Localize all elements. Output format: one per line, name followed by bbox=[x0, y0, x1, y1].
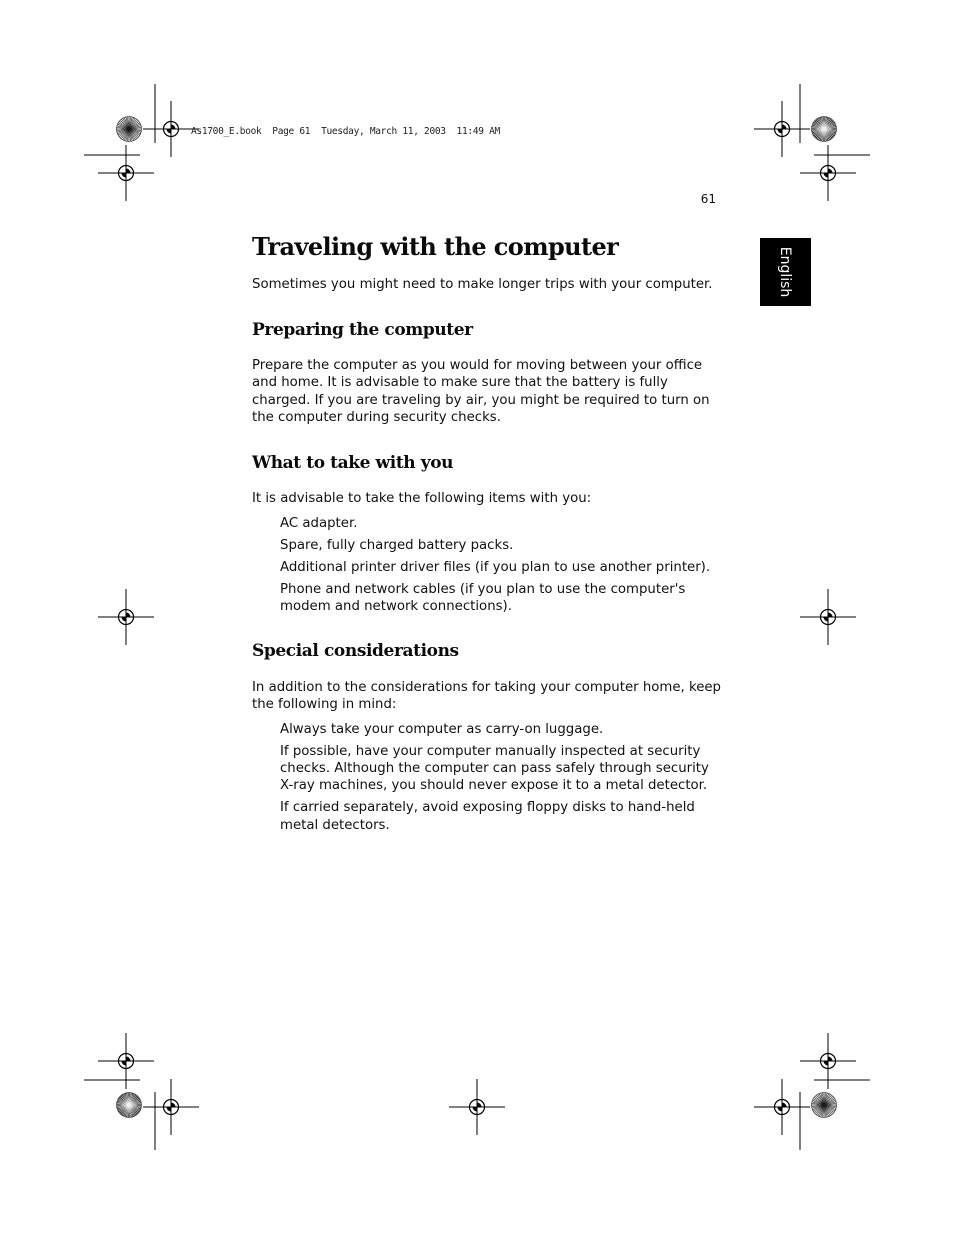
registration-mark-icon bbox=[800, 589, 856, 645]
section-heading-what-to-take: What to take with you bbox=[252, 453, 454, 473]
registration-mark-icon bbox=[98, 1033, 154, 1089]
list-item: If carried separately, avoid exposing floppy disks to hand-held metal detectors. bbox=[280, 800, 695, 833]
section-paragraph-special: In addition to the considerations for taking your computer home, keep the following in mind: bbox=[252, 680, 721, 713]
page-number: 61 bbox=[700, 192, 716, 206]
section-heading-preparing: Preparing the computer bbox=[252, 320, 473, 340]
list-item: Additional printer driver files (if you plan to use another printer). bbox=[280, 559, 711, 575]
page-title: Traveling with the computer bbox=[252, 232, 619, 261]
registration-mark-icon bbox=[754, 1079, 810, 1135]
section-heading-special: Special considerations bbox=[252, 641, 459, 661]
registration-mark-icon bbox=[98, 589, 154, 645]
color-bar-icon bbox=[812, 117, 837, 142]
list-item: If possible, have your computer manually inspected at security checks. Although the computer can pass safely through security X-ray machines, you should never expose it to a metal detector. bbox=[280, 743, 709, 794]
list-item: Always take your computer as carry-on luggage. bbox=[280, 722, 604, 737]
items-list-what-to-take bbox=[280, 515, 722, 620]
list-item: Phone and network cables (if you plan to use the computer's modem and network connections). bbox=[280, 581, 686, 614]
registration-mark-icon bbox=[449, 1079, 505, 1135]
language-tab-label: English bbox=[777, 246, 793, 298]
print-slug: As1700_E.book Page 61 Tuesday, March 11, 2003 11:49 AM bbox=[191, 126, 500, 137]
registration-mark-icon bbox=[754, 101, 810, 157]
items-list-special bbox=[280, 721, 722, 839]
intro-paragraph: Sometimes you might need to make longer trips with your computer. bbox=[252, 277, 713, 292]
section-paragraph-what-to-take: It is advisable to take the following items with you: bbox=[252, 491, 592, 506]
registration-mark-icon bbox=[143, 1079, 199, 1135]
list-item: AC adapter. bbox=[280, 516, 358, 531]
color-bar-icon bbox=[117, 117, 142, 142]
registration-mark-icon bbox=[98, 145, 154, 201]
registration-mark-icon bbox=[800, 145, 856, 201]
registration-mark-icon bbox=[800, 1033, 856, 1089]
color-bar-icon bbox=[812, 1093, 837, 1118]
section-paragraph-preparing: Prepare the computer as you would for moving between your office and home. It is advisable to make sure that the battery is fully charged. If you are traveling by air, you might be required to turn on the computer during security checks. bbox=[252, 358, 710, 425]
color-bar-icon bbox=[117, 1093, 142, 1118]
language-tab bbox=[760, 238, 811, 306]
list-item: Spare, fully charged battery packs. bbox=[280, 537, 514, 553]
